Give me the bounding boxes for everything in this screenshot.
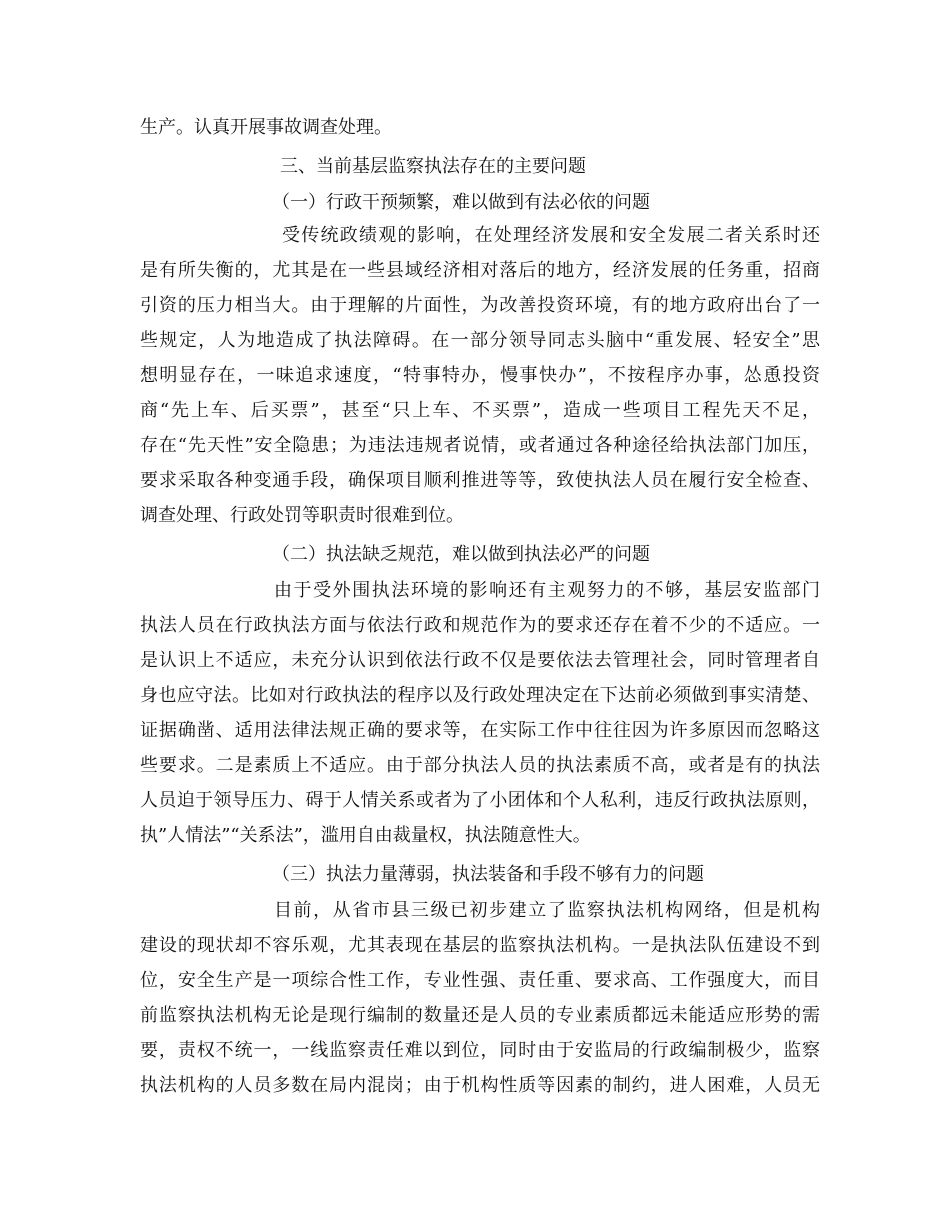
paragraph-line: 是有所失衡的，尤其是在一些县域经济相对落后的地方，经济发展的任务重，招商 bbox=[140, 260, 820, 281]
paragraph-line: 生产。认真开展事故调查处理。 bbox=[140, 117, 392, 138]
paragraph-line: 身也应守法。比如对行政执法的程序以及行政处理决定在下达前必须做到事实清楚、 bbox=[140, 685, 820, 706]
paragraph-line: 证据确凿、适用法律法规正确的要求等，在实际工作中往往因为许多原因而忽略这 bbox=[140, 720, 820, 741]
paragraph-line: 些要求。二是素质上不适应。由于部分执法人员的执法素质不高，或者是有的执法 bbox=[140, 755, 820, 776]
subsection-heading: （一）行政干预频繁，难以做到有法必依的问题 bbox=[272, 192, 650, 213]
paragraph-line: 执法机构的人员多数在局内混岗；由于机构性质等因素的制约，进人困难，人员无 bbox=[140, 1075, 820, 1096]
paragraph-line: 由于受外围执法环境的影响还有主观努力的不够，基层安监部门 bbox=[274, 580, 820, 601]
paragraph-line: 想明显存在，一味追求速度，“特事特办，慢事快办”，不按程序办事，怂恿投资 bbox=[140, 365, 820, 386]
paragraph-line: 些规定，人为地造成了执法障碍。在一部分领导同志头脑中“重发展、轻安全”思 bbox=[140, 330, 820, 351]
paragraph-line: 前监察执法机构无论是现行编制的数量还是人员的专业素质都远未能适应形势的需 bbox=[140, 1005, 820, 1026]
paragraph-line: 调查处理、行政处罚等职责时很难到位。 bbox=[140, 505, 464, 526]
paragraph-line: 建设的现状却不容乐观，尤其表现在基层的监察执法机构。一是执法队伍建设不到 bbox=[140, 935, 820, 956]
paragraph-line: 要求采取各种变通手段，确保项目顺利推进等等，致使执法人员在履行安全检查、 bbox=[140, 470, 820, 491]
paragraph-line: 执法人员在行政执法方面与依法行政和规范作为的要求还存在着不少的不适应。一 bbox=[140, 615, 820, 636]
section-heading: 三、当前基层监察执法存在的主要问题 bbox=[280, 156, 586, 177]
paragraph-line: 位，安全生产是一项综合性工作，专业性强、责任重、要求高、工作强度大，而目 bbox=[140, 970, 820, 991]
paragraph-line: 人员迫于领导压力、碍于人情关系或者为了小团体和个人私利，违反行政执法原则， bbox=[140, 790, 820, 811]
paragraph-line: 是认识上不适应，未充分认识到依法行政不仅是要依法去管理社会，同时管理者自 bbox=[140, 650, 820, 671]
paragraph-line: 商“先上车、后买票”，甚至“只上车、不买票”，造成一些项目工程先天不足， bbox=[140, 400, 820, 421]
paragraph-line: 引资的压力相当大。由于理解的片面性，为改善投资环境，有的地方政府出台了一 bbox=[140, 295, 820, 316]
paragraph-line: 受传统政绩观的影响，在处理经济发展和安全发展二者关系时还 bbox=[282, 225, 820, 246]
paragraph-line: 目前，从省市县三级已初步建立了监察执法机构网络，但是机构 bbox=[274, 900, 820, 921]
paragraph-line: 要，责权不统一，一线监察责任难以到位，同时由于安监局的行政编制极少，监察 bbox=[140, 1040, 820, 1061]
paragraph-line: 执”人情法”“关系法”，滥用自由裁量权，执法随意性大。 bbox=[140, 825, 591, 846]
subsection-heading: （三）执法力量薄弱，执法装备和手段不够有力的问题 bbox=[272, 864, 704, 885]
paragraph-line: 存在“先天性”安全隐患；为违法违规者说情，或者通过各种途径给执法部门加压， bbox=[140, 435, 820, 456]
subsection-heading: （二）执法缺乏规范，难以做到执法必严的问题 bbox=[272, 544, 650, 565]
